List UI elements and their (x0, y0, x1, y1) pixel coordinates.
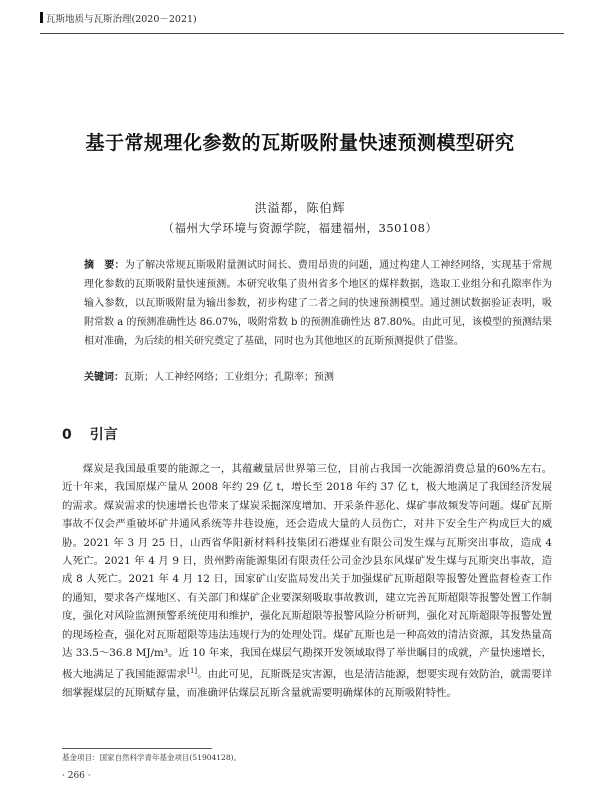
header-rule (40, 33, 564, 34)
keywords (84, 368, 552, 387)
header-marker (40, 12, 43, 23)
running-header (40, 8, 564, 32)
citation: [1] (187, 667, 198, 676)
body-paragraph-text: 煤炭是我国最重要的能源之一，其蕴藏量居世界第三位，目前占我国一次能源消费总量的60%左右。近十年来，我国原煤产量从 2008 年约 29 亿 t，增长至 2018 年约 37 亿 t，极大地满足了我国经济发展的需求。煤炭需求的快速增长也带来了煤炭采掘深度增加、开采条件恶化、煤矿事故频发等问题。煤矿瓦斯事故不仅会严重破坏矿井通风系统等井巷设施，还会造成大量的人员伤亡，对井下安全生产构成巨大的威胁。2021 年 3 月 25 日，山西省华阳新材料科技集团石港煤业有限公司发生煤与瓦斯突出事故，造成 4 人死亡。2021 年 4 月 9 日，贵州黔南能源集团有限责任公司金沙县东风煤矿发生煤与瓦斯突出事故，造成 8 人死亡。2021 年 4 月 12 日，国家矿山安监局发出关于加强煤矿瓦斯超限等报警处置监督检查工作的通知，要求各产煤地区、有关部门和煤矿企业要深刻吸取事故教训，建立完善瓦斯超限等报警处置工作制度，强化对风险监测预警系统使用和维护，强化瓦斯超限等报警风险分析研判，强化对瓦斯超限等报警处置的现场检查，强化对瓦斯超限等违法违规行为的处理处罚。煤矿瓦斯也是一种高效的清洁资源，其发热量高达 33.5～36.8 MJ/m³。近 10 年来，我国在煤层气勘探开发领域取得了举世瞩目的成就，产量快速增长，极大地满足了我国能源需求 (62, 463, 552, 681)
section-number: 0 (62, 427, 72, 443)
journal-name: 瓦斯地质与瓦斯治理(2020－2021) (46, 14, 197, 25)
section-title: 引言 (89, 427, 118, 443)
body-paragraph-cont: 。由此可见，瓦斯既是灾害源，也是清洁能源，想要实现有效防治，就需要详细掌握煤层的瓦斯赋存量，而准确评估煤层瓦斯含量就需要明确煤体的瓦斯吸附特性。 (62, 668, 553, 700)
abstract-text: 为了解决常规瓦斯吸附量测试时间长、费用昂贵的问题，通过构建人工神经网络，实现基于常规理化参数的瓦斯吸附量快速预测。本研究收集了贵州省多个地区的煤样数据，选取工业组分和孔隙率作为输入参数，以瓦斯吸附量为输出参数，初步构建了二者之间的快速预测模型。通过测试数据验证表明，吸附常数 a 的预测准确性达 86.07%，吸附常数 b 的预测准确性达 87.80%。由此可见，该模型的预测结果相对准确，为后续的相关研究奠定了基础，同时也为其他地区的瓦斯预测提供了借鉴。 (84, 260, 553, 347)
abstract (84, 256, 552, 351)
body-paragraph (62, 460, 552, 703)
footnote-rule (62, 748, 212, 749)
authors: 洪溢都，陈伯辉 (254, 201, 346, 215)
page-number: · 266 · (62, 771, 91, 781)
affiliation: （福州大学环境与资源学院，福建福州，350108） (162, 221, 438, 235)
keywords-text: 瓦斯；人工神经网络；工业组分；孔隙率；预测 (124, 372, 334, 383)
paper-title: 基于常规理化参数的瓦斯吸附量快速预测模型研究 (85, 132, 515, 154)
footnote: 基金项目：国家自然科学青年基金项目(51904128)。 (62, 753, 242, 762)
section-heading (62, 424, 118, 444)
abstract-label: 摘 要： (84, 260, 125, 271)
introduction-body (62, 460, 552, 703)
keywords-label: 关键词： (84, 372, 124, 383)
